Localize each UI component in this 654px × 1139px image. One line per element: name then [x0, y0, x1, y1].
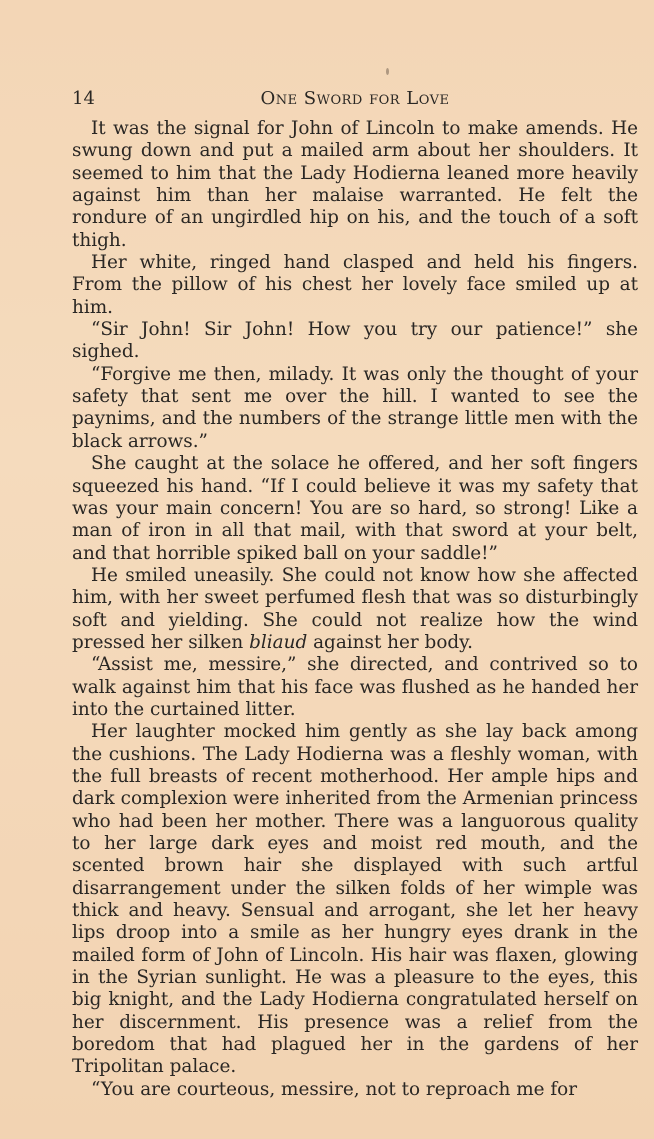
italic-word: bliaud: [249, 631, 308, 653]
paragraph: It was the signal for John of Lincoln to make amends. He swung down and put a mailed arm about her shoulders. It seemed to him that the Lady Hodierna leaned more heavily against him than her malaise warranted. He felt the rondure of an ungirdled hip on his, and the touch of a soft thigh.: [72, 118, 638, 251]
paragraph-text: He smiled uneasily. She could not know how she affected him, with her sweet perfumed flesh that was so disturbingly soft and yielding. She could not realize how the wind pressed her silken: [72, 564, 638, 653]
paragraph: She caught at the solace he offered, and her soft fingers squeezed his hand. “If I could believe it was my safety that was your main concern! You are so hard, so strong! Like a man of iron in all that mail, with that sword at your belt, and that horrible spiked ball on your saddle!”: [72, 453, 638, 564]
page-header: [72, 84, 638, 114]
page-number: 14: [72, 88, 95, 109]
paragraph: “You are courteous, messire, not to reproach me for: [91, 1078, 578, 1100]
body-text: [72, 118, 638, 1101]
paragraph: Her white, ringed hand clasped and held his fingers. From the pillow of his chest her lovely face smiled up at him.: [72, 252, 638, 318]
running-head: One Sword for Love: [260, 88, 450, 109]
paragraph: “Forgive me then, milady. It was only the thought of your safety that sent me over the hill. I wanted to see the paynims, and the numbers of the strange little men with the black arrows.”: [72, 363, 638, 452]
paragraph-text: against her body.: [307, 631, 473, 653]
paper-speck: [386, 68, 389, 75]
paragraph: “Assist me, messire,” she directed, and contrived so to walk against him that his face was flushed as he handed her into the curtained litter.: [72, 654, 638, 720]
paragraph: [72, 565, 638, 654]
paragraph: Her laughter mocked him gently as she lay back among the cushions. The Lady Hodierna was a fleshly woman, with the full breasts of recent motherhood. Her ample hips and dark complexion were inherited from the Armenian princess who had been her mother. There was a languorous quality to her large dark eyes and moist red mouth, and the scented brown hair she displayed with such artful disarrangement under the silken folds of her wimple was thick and heavy. Sensual and arrogant, she let her heavy lips droop into a smile as her hungry eyes drank in the mailed form of John of Lincoln. His hair was flaxen, glowing in the Syrian sunlight. He was a pleasure to the eyes, this big knight, and the Lady Hodierna congratulated herself on her discernment. His presence was a relief from the boredom that had plagued her in the gardens of her Tripolitan palace.: [72, 721, 638, 1078]
paragraph: “Sir John! Sir John! How you try our patience!” she sighed.: [72, 319, 638, 363]
